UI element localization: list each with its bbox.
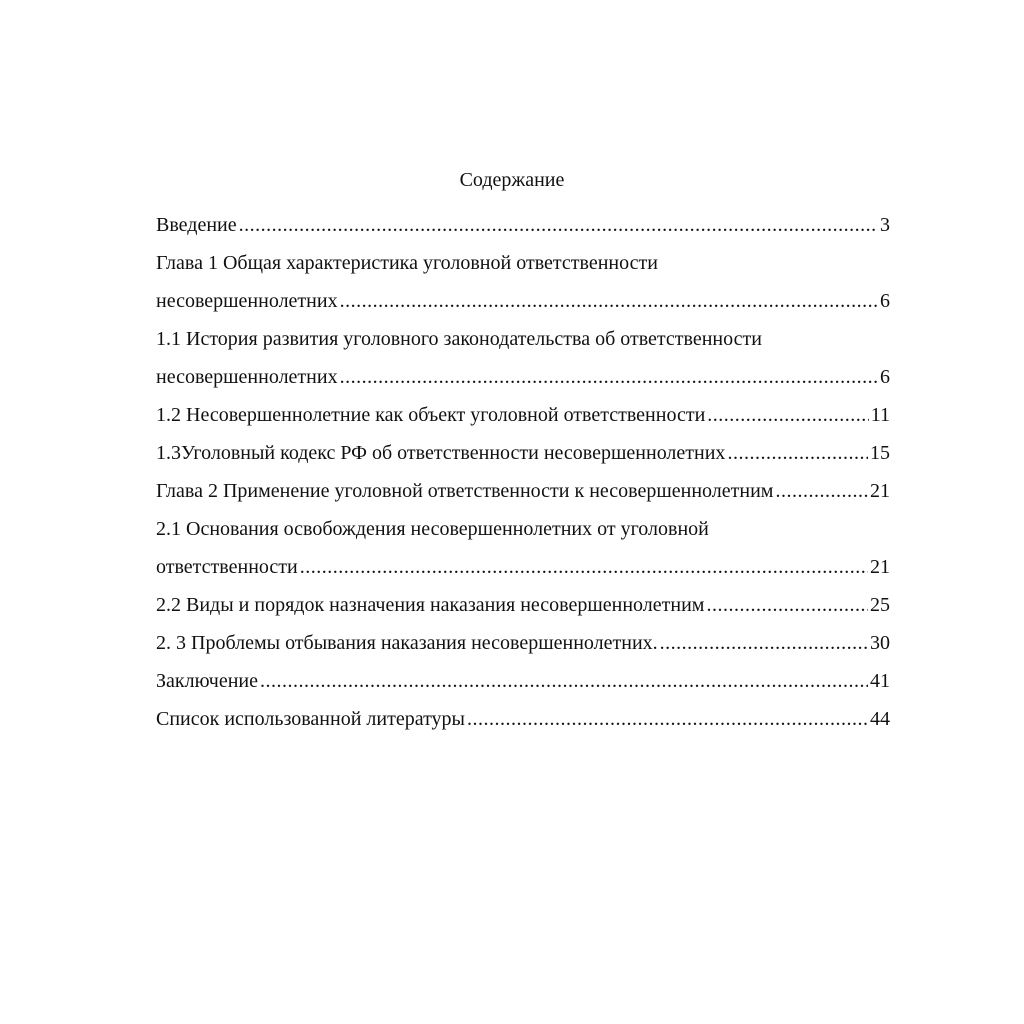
toc-entry-title-continued: ответственности [156, 556, 298, 578]
toc-line [156, 286, 890, 324]
toc-line [156, 628, 890, 666]
toc-entry-title: Список использованной литературы [156, 708, 465, 730]
dot-leader [300, 552, 868, 582]
dot-leader [775, 476, 868, 506]
toc-entry-title: 1.1 История развития уголовного законодательства об ответственности [156, 328, 762, 350]
toc-line [156, 666, 890, 704]
toc-line [156, 400, 890, 438]
toc-line [156, 362, 890, 400]
toc-page-number: 6 [880, 366, 890, 388]
toc-entry-title: Введение [156, 214, 237, 236]
toc-line [156, 590, 890, 628]
dot-leader [340, 286, 878, 316]
toc-entry-section-2-1[interactable] [156, 514, 890, 590]
toc-page-number: 21 [870, 480, 890, 502]
toc-page-number: 41 [870, 670, 890, 692]
toc-line [156, 514, 890, 552]
toc-entry-title: 1.2 Несовершеннолетние как объект уголовной ответственности [156, 404, 706, 426]
toc-entry-title: 2.1 Основания освобождения несовершеннолетних от уголовной [156, 518, 709, 540]
toc-line [156, 324, 890, 362]
toc-title: Содержание [459, 169, 565, 191]
dot-leader [707, 400, 868, 430]
toc-entry-title: 2.2 Виды и порядок назначения наказания несовершеннолетним [156, 594, 705, 616]
toc-entry-title-continued: несовершеннолетних [156, 290, 338, 312]
toc-line [156, 704, 890, 742]
dot-leader [727, 438, 868, 468]
dot-leader [340, 362, 878, 392]
toc-entry-introduction[interactable] [156, 210, 890, 248]
toc-entry-chapter-2[interactable] [156, 476, 890, 514]
toc-line [156, 552, 890, 590]
toc-page-number: 25 [870, 594, 890, 616]
dot-leader [467, 704, 868, 734]
toc-line [156, 210, 890, 248]
dot-leader [239, 210, 878, 240]
toc-page-number: 21 [870, 556, 890, 578]
toc-entry-section-2-3[interactable] [156, 628, 890, 666]
toc-page-number: 15 [870, 442, 890, 464]
toc-line [156, 476, 890, 514]
toc-entry-section-2-2[interactable] [156, 590, 890, 628]
toc-entry-title: 1.3Уголовный кодекс РФ об ответственности несовершеннолетних [156, 442, 726, 464]
toc-entry-bibliography[interactable] [156, 704, 890, 742]
toc-entry-title: 2. 3 Проблемы отбывания наказания несовершеннолетних. [156, 632, 658, 654]
toc-entry-section-1-1[interactable] [156, 324, 890, 400]
toc-entry-title: Глава 2 Применение уголовной ответственности к несовершеннолетним [156, 480, 774, 502]
toc-line [156, 248, 890, 286]
dot-leader [706, 590, 868, 620]
toc-page-number: 11 [870, 404, 890, 426]
toc-entry-section-1-2[interactable] [156, 400, 890, 438]
toc-entry-conclusion[interactable] [156, 666, 890, 704]
toc-entry-title-continued: несовершеннолетних [156, 366, 338, 388]
table-of-contents [156, 210, 890, 742]
toc-line [156, 438, 890, 476]
dot-leader [660, 628, 868, 658]
toc-page-number: 30 [870, 632, 890, 654]
toc-page-number: 6 [880, 290, 890, 312]
toc-entry-title: Глава 1 Общая характеристика уголовной ответственности [156, 252, 658, 274]
dot-leader [260, 666, 868, 696]
toc-entry-title: Заключение [156, 670, 258, 692]
toc-page-number: 3 [880, 214, 890, 236]
toc-entry-section-1-3[interactable] [156, 438, 890, 476]
toc-entry-chapter-1[interactable] [156, 248, 890, 324]
toc-page-number: 44 [870, 708, 890, 730]
